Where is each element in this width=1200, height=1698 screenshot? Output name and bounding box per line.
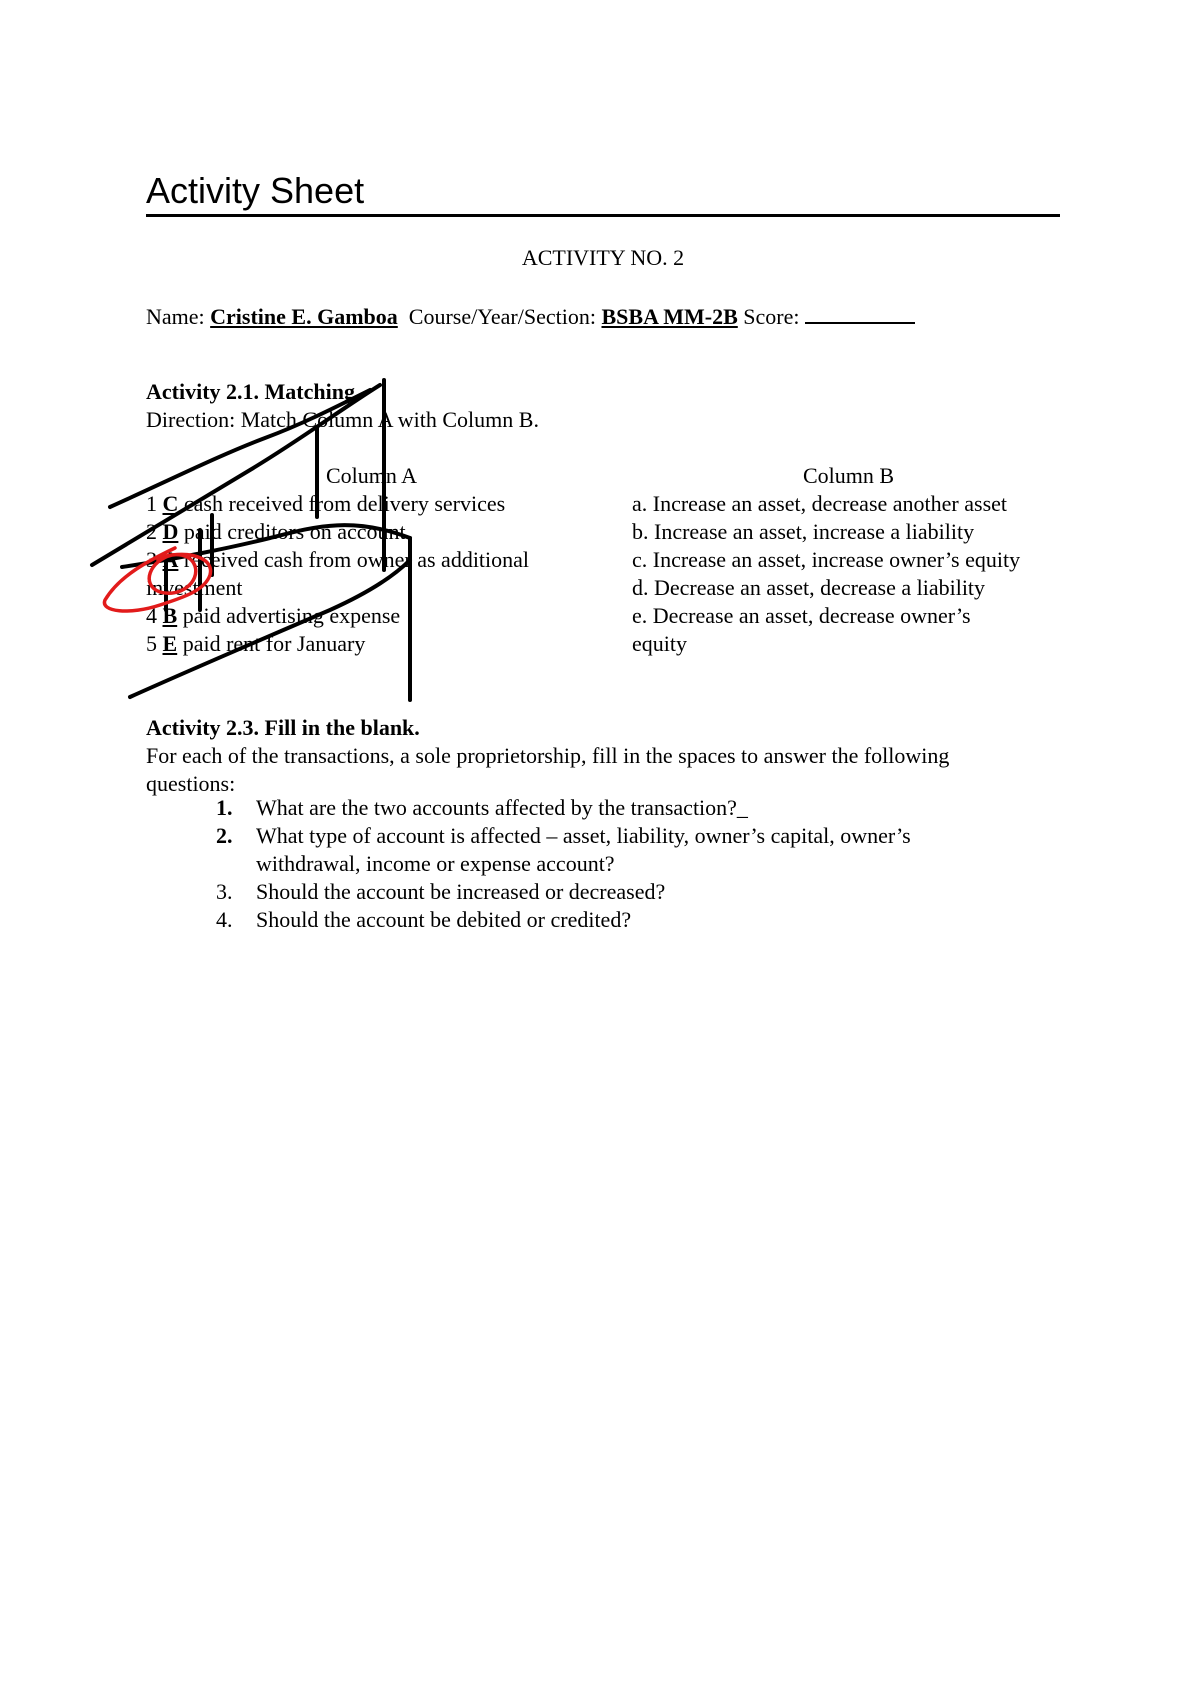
column-b-item-c: c. Increase an asset, increase owner’s equity (632, 547, 1021, 572)
column-a-item-3-continued: investment (146, 575, 243, 600)
column-a-item-3: 3 A received cash from owner as additional (146, 547, 530, 572)
matching-heading: Activity 2.1. Matching (146, 379, 355, 404)
column-b-header: Column B (803, 463, 895, 488)
column-b-item-d: d. Decrease an asset, decrease a liability (632, 575, 986, 600)
question-item-2: 2. What type of account is affected – asset, liability, owner’s capital, owner’s withdrawal, income or expense account? (216, 823, 911, 876)
fill-blank-instruction: For each of the transactions, a sole proprietorship, fill in the spaces to answer the following (146, 743, 950, 768)
column-a-item-5: 5 E paid rent for January (146, 631, 366, 656)
answer-2: D (162, 519, 179, 544)
name-label: Name: (146, 304, 205, 329)
score-blank (805, 302, 915, 324)
answer-1: C (162, 491, 179, 516)
student-info-line (146, 302, 915, 331)
column-a-item-2: 2 D paid creditors on account (146, 519, 406, 544)
column-a-item-1: 1 C cash received from delivery services (146, 491, 506, 516)
question-item-1: 1. What are the two accounts affected by the transaction?_ (216, 795, 748, 820)
fill-blank-instruction-continued: questions: (146, 771, 236, 796)
answer-3: A (162, 547, 179, 572)
answer-5: E (162, 631, 178, 656)
question-item-4: 4. Should the account be debited or credited? (216, 907, 632, 932)
column-a-item-4: 4 B paid advertising expense (146, 603, 401, 628)
column-b-item-b: b. Increase an asset, increase a liability (632, 519, 975, 544)
course-label: Course/Year/Section: (408, 304, 596, 329)
course-value: BSBA MM-2B (601, 304, 738, 329)
fill-blank-heading: Activity 2.3. Fill in the blank. (146, 715, 420, 740)
name-value: Cristine E. Gamboa (210, 304, 398, 329)
column-b-item-e-continued: equity (632, 631, 687, 656)
page-title: Activity Sheet (146, 170, 1060, 217)
column-a-header: Column A (326, 463, 418, 488)
activity-number: ACTIVITY NO. 2 (521, 245, 685, 270)
answer-4: B (162, 603, 178, 628)
score-label: Score: (743, 304, 800, 329)
matching-direction: Direction: Match Column A with Column B. (146, 407, 539, 432)
question-list (216, 794, 1056, 934)
column-b-item-e: e. Decrease an asset, decrease owner’s (632, 603, 971, 628)
column-b-item-a: a. Increase an asset, decrease another asset (632, 491, 1008, 516)
question-item-3: 3. Should the account be increased or decreased? (216, 879, 666, 904)
